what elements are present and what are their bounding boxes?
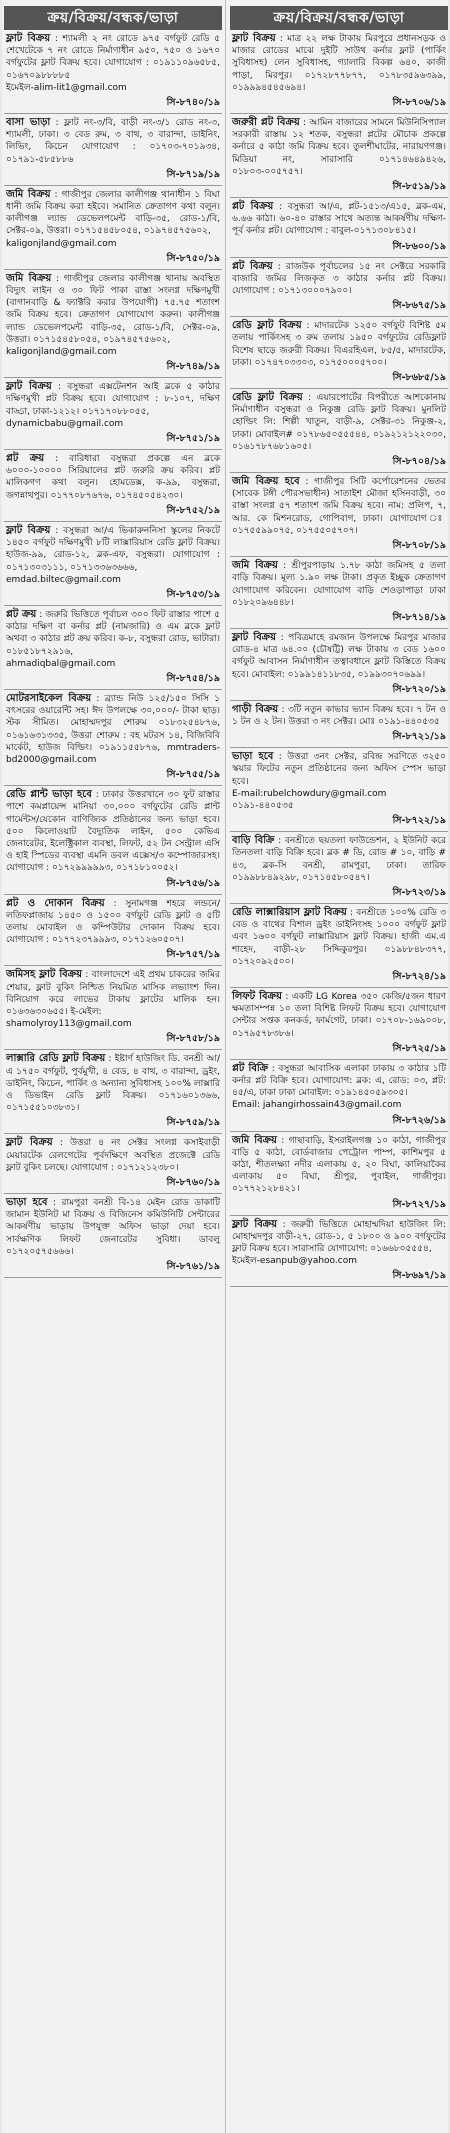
ad-reference-code: সি-৮৭৫১/১৯: [4, 430, 222, 450]
ad-text: [4, 270, 222, 358]
ad-heading: মোটরসাইকেল বিক্রয়: [6, 692, 92, 704]
ad-text: [230, 30, 448, 94]
ad-text: [230, 832, 448, 884]
ad-reference-code: সি-৮৭৫২/১৯: [4, 502, 222, 522]
ad-heading: প্লট ক্রয়: [6, 453, 45, 465]
ad-body: : গাজীপুর জেলার কালীগঞ্জ থানাধীন ১ বিঘা ধানী জমি বিক্রয় করা হইবে। সমানিত ক্রেতাগণ কথা বলুন। কালীগঞ্জ ল্যান্ড ডেভেলপমেন্ট বাড়ি-৩৫, রোড-১/বি, সেক্টর-০৯, উত্তরা। ০১৭১৫৪৫৮০৫৪, ০১৯৭৪৫৭৫৬০২,: [6, 189, 220, 237]
classified-ad: [4, 1050, 222, 1134]
ad-reference-code: সি-৮৭২৩/১৯: [230, 884, 448, 904]
ad-heading: রেডি ফ্লাট বিক্রয়: [232, 320, 302, 332]
ad-body: : পবিত্রমাহে রমজান উপলক্ষে মিরপুর মাজার রোড-৪ মাত্র ৬৪.০০ (চৌষট্টি) লক্ষ টাকায় ৩ বেড ১৬০০ বর্গফুট আবাসন নির্মাণাধীন তত্বাবধানে ফ্লাট কিস্তিতে বিক্রয় হবে। মোবাইল: ০১৯৯১৪১১৮৩৫, ০১৯৯৩০৭০৬৯৯।: [232, 632, 446, 680]
ad-text: [4, 1194, 222, 1258]
classifieds-page: [2, 0, 448, 2133]
ad-reference-code: সি-৮৭২২/১৯: [230, 812, 448, 832]
ad-text: [4, 1134, 222, 1174]
ad-reference-code: সি-৮৭২৭/১৯: [230, 1196, 448, 1216]
classified-ad: [230, 258, 448, 318]
ad-heading: ফ্লাট বিক্রয়: [232, 1218, 278, 1230]
ad-body: : এয়ারপোর্টের বিপরীতে আশকোনায় নির্মাণাধীন বসুন্ধরা ও নিকুঞ্জ রেডি ফ্লাট বিক্রয়। মুনলিট হোল্ডিং লি: শিল্পী খাতুন, বাড়ী-৯, সেক্টর-৩১ নিকুঞ্জ-২, ঢাকা। মোবাইল# ০১৭৮৬৫০৫৫৫৪৪, ০১৯২১২১২২০৩০, ০১৬১৭৮৭৬৮১৬০৫।: [232, 393, 446, 452]
ad-heading: জমি বিক্রয়: [6, 188, 51, 200]
left-column: [4, 0, 222, 1278]
classified-ad: [230, 832, 448, 904]
ad-reference-code: সি-৮৭৪৯/১৯: [4, 358, 222, 378]
ad-reference-code: সি-৮৭২১/১৯: [230, 728, 448, 748]
ad-heading: ফ্লাট বিক্রয়: [232, 33, 276, 44]
classified-ad: [230, 114, 448, 198]
ad-text: [4, 114, 222, 166]
ad-body: : বনশ্রীতে ১০০% রেডি ৩ বেড ও বাথের বিশাল ড্রইং ডাইনিংসহ ১০০০ বর্গফুট ফ্লাট এবং ১৬০০ বর্গফুট লাক্সারিয়াস ফ্লাট বিক্রয়। হাজী এম.এ শাহেদ, বাড়ী-২৮ সিদ্দিকুরপুর। ০১৯৮৮৪৮৩৭৭, ০১৭২০৯২৫০০।: [232, 907, 446, 967]
ad-reference-code: সি-৮৭৪০/১৯: [4, 94, 222, 114]
right-column: [230, 0, 448, 1287]
ad-body: : গাজীপুর জেলার কালীগঞ্জ থানায় অবস্থিত বিদ্যুৎ লাইন ও ৩০ ফিট পাকা রাস্তা সংলগ্ন দক্ষিণমুখী (বাগানবাড়ি & ফ্যাক্টরি করার উপযোগী) ৭৫.৭৫ শতাংশ জমি বিক্রয় হবে। ক্রেতাগণ যোগাযোগ করুন। কালীগঞ্জ ল্যান্ড ডেভেলপমেন্ট বাড়ি-৩৫, রোড-১/বি, সেক্টর-০৯, উত্তরা। ০১৭১৫৪৫৮০৫৪, ০১৯৭৪৫৭৫৬০২,: [6, 273, 220, 345]
classified-ad: [4, 1194, 222, 1278]
ad-heading: লিফট বিক্রয়: [232, 990, 282, 1002]
ad-body: : সুনামগঞ্জ শহরে লন্ডনে/লতিফপ্লাজায় ১৪৫০ ও ১৫০০ বর্গফুট রেডি ফ্লাট ও ৫টি তলায় মোবাইল ও কম্পিউটার দোকান বিক্রয় হবে। যোগাযোগ : ০১৭৭২৩৭৯৯৯৩, ০১৭১২৬০৫০৭।: [6, 898, 220, 946]
ad-reference-code: সি-৮৭৫৭/১৯: [4, 946, 222, 966]
ad-email[interactable]: E-mail:rubelchowdury@gmail.com ০১৯১-৪৪০৫৩৫: [232, 788, 387, 811]
classified-ad: [4, 966, 222, 1050]
ad-body: : শ্যামলী ২ নং রোডে ৯৭৫ বর্গফুট রেডি ৫ শেখেটেকে ৭ নং রোডে নির্মাণাধীন ৯৫০, ৭৫০ ও ১৬৭০ বর্গফুটের ফ্লাট বিক্রয় হবে। যোগাযোগ : ০১৯১১০৯৬৫৮৫, ০১৬৭০৯৮৮৮৮৫: [6, 34, 220, 81]
ad-reference-code: সি-৮৫১৯/১৯: [230, 178, 448, 198]
ad-text: [230, 748, 448, 812]
left-ads-list: [4, 30, 222, 1278]
ad-heading: প্লট বিক্রয়: [232, 201, 274, 213]
right-ads-list: [230, 30, 448, 1287]
ad-email[interactable]: emdad.biltec@gmail.com: [6, 574, 121, 585]
ad-body: : উত্তরা ৩নং সেক্টর, রবিন্দ্র সরণিতে ৩২৫০ স্কয়ার ফিটের নতুন প্রতিষ্ঠানের জন্য অফিস স্পেস ভাড়া হবে।: [232, 752, 446, 787]
ad-body: : বসুন্ধরা আ/এ ভিকারুননিসা স্কুলের নিকটে ১৪৫০ বর্গফুট দক্ষিণমুখী ৮টি লাক্সারিয়াস রেডি ফ্লাট বিক্রয়। হাউজ-৯৯, রোড-১২, ব্লক-এফ, বসুন্ধরা। যোগাযোগ : ০১৭১৩০৩১১১, ০১৭১৩৩৬৩৬৬৬,: [6, 525, 220, 573]
ad-text: [230, 1132, 448, 1196]
ad-heading: জমিসহ ফ্লাট বিক্রয়: [6, 969, 82, 981]
ad-reference-code: সি-৮৭২৬/১৯: [230, 1112, 448, 1132]
ad-email[interactable]: ইমেইল-alim-lit1@gmail.com: [6, 82, 127, 93]
ad-email[interactable]: shamolyroy113@gmail.com: [6, 1019, 132, 1030]
classified-ad: [4, 30, 222, 114]
ad-reference-code: সি-৮৭৫৬/১৯: [4, 875, 222, 895]
ad-body: : শ্রীপুরপাড়ায় ১.৭৮ কাঠা জমিসহ ৫ তলা বাড়ি বিক্রয়। মূল্য ১.৯০ লক্ষ টাকা। প্রকৃত ইচ্ছুক ক্রেতাগণ যোগাযোগ করিবেন। যোগাযোগ বাড়ি শেওড়াপাড়া ঢাকা ০১৮২০৯৬৪৪৮।: [232, 561, 446, 608]
ad-text: [230, 473, 448, 537]
ad-heading: গাড়ী বিক্রয়: [232, 703, 279, 715]
ad-text: [4, 966, 222, 1030]
ad-body: : মাদারটেক ১২৫০ বর্গফুট বিশিষ্ট ৫ম তলায় পার্কিংসহ ৩ রুম তলায় ১৯৫০ বর্গফুটের রেডিফ্লাট বিশেষ ছাড়ে জরুরী বিক্রয়। বিএরহিএল, ৮৫/৫, মাদারটেক, ঢাকা। ০১৭৪৭০৩৩০৩, ০১৭৫০০০৫৭০০।: [232, 321, 446, 368]
ad-text: [4, 450, 222, 502]
classified-ad: [4, 606, 222, 690]
ad-text: [230, 389, 448, 453]
ad-reference-code: সি-৮৬০০/১৯: [230, 238, 448, 258]
ad-heading: ফ্লাট বিক্রয়: [6, 524, 51, 536]
ad-email[interactable]: kaligonjland@gmail.com: [6, 347, 117, 358]
ad-reference-code: সি-৮৭২৫/১৯: [230, 1040, 448, 1060]
ad-reference-code: সি-৮৭১৪/১৯: [230, 609, 448, 629]
ad-heading: বাড়ি বিক্রি: [232, 835, 275, 847]
ad-heading: লাক্সারি রেডি ফ্লাট বিক্রয়: [6, 1053, 106, 1065]
ad-text: [4, 522, 222, 586]
ad-text: [230, 114, 448, 178]
ad-reference-code: সি-৮৬৮৫/১৯: [230, 369, 448, 389]
ad-heading: প্লট ক্রয়: [6, 608, 37, 620]
ad-reference-code: সি-৮৭৫০/১৯: [4, 250, 222, 270]
ad-heading: রেডি ফ্লাট বিক্রয়: [232, 392, 303, 404]
ad-body: : জরুরি ভিত্তিতে পূর্বাচল ৩০০ ফিট রাস্তার পাশে ৫ কাঠার দক্ষিণ বা কর্নার প্লট (নামজারি) ও এম ব্লকে ফ্লাট অথবা ৩ কাঠার প্লট ক্রয় করিব। ক-৮, বসুন্ধরা রোড, ভাটারা। ০১৮৫১৮৭২৯১৬,: [6, 609, 220, 657]
classified-ad: [4, 522, 222, 606]
ad-text: [230, 317, 448, 369]
ad-body: : ফ্লাট নং-৩/বি, বাড়ী নং-৩/১ রোড নং-৩, শ্যামলী, ঢাকা। ৩ বেড রুম, ৩ বাথ, ৩ বারান্দা, ডাইনিং, লিভিং, কিচেন যোগাযোগ : ০১৭০৩-৭০১৯৩৪, ০১৭৯১-৫৮৫৮৮৬: [6, 118, 220, 165]
ad-body: : ৩টি নতুন কাভার ভ্যান বিক্রয় হবে। ৭ টন ও ১ টন ও ২ টন। উত্তরা ৩ নং সেক্টর। মোঃ ০১৯১-৪৪০৫৩৫: [232, 704, 446, 727]
classified-ad: [230, 198, 448, 258]
ad-body: : গাছাবাড়ি, ইসরাইলগঞ্জ ১০ কাঠা, গাজীপুর বাড়ি ৫ কাঠা, বোর্ডবাজার পেট্রোল পাম্প, কাশিমপুর ৫ কাঠা, শীতলক্ষ্যা নদীর এলাকায় ৫, ২০ বিঘা, কালিয়াকৈর এলাকায় ৫০ বিঘা, শ্রীপুর, পুবাইল, গাজীপুর। ০১৭৭২১২৮৪২১।: [232, 1135, 446, 1195]
classified-ad: [230, 629, 448, 701]
ad-text: [230, 904, 448, 968]
ad-body: : একটি LG Korea ৩৫০ কেজি/৫জন ধারণ ক্ষমতাসম্পন্ন ১০ তলা বিশিষ্ট লিফট বিক্রয় হবে। যোগাযোগ সেন্টার সপ্তক কনকর্ড, ফার্মগেট, ঢাকা। ০১৭০৮-১৬৯০০৮, ০১৭৯৫৭৮৩৮৬।: [232, 991, 446, 1039]
ad-body: : উত্তরা ৪ নং সেক্টর সংলগ্ন কসাইবাড়ী মেয়ারটেক রেলগেটের পূর্বদক্ষিণে অবস্থিত প্রজেক্টে রেডি ফ্লাট বুকিং চলছে। যোগাযোগ : ০১৭১২১২৩৮০।: [6, 1138, 220, 1173]
ad-body: : বারিধারা বসুন্ধরা প্রকল্পে এন ব্লকে ৬০০০-১০০০০ সিরিয়ালের প্লট জরুরি ক্রয় করিব। প্লট মালিকগণ কথা বলুন। হোমডেক্স, ক-৯৯, বসুন্ধরা, জগন্নাথপুর। ০১৭৭০৮৭৬৭৬, ০১৭৪৫০৫৪২৩০।: [6, 454, 220, 501]
ad-reference-code: সি-৮৭৫৩/১৯: [4, 586, 222, 606]
ad-body: : বনশ্রীতে ছয়তলা ফাউন্ডেশন, ২ ইউনিট করে তিনতলা বাড়ি বিক্রি হবে। ব্লক # ডি, রোড # ১০, বাড়ি # ৪৩, ব্লক-সি বনশ্রী, রামপুরা, ঢাকা। তারিফ ০১৯৯৮৮৪৯২৯৮, ০১৭১৪৫৮০৫৪৭।: [232, 836, 446, 883]
classified-ad: [4, 270, 222, 378]
column-divider: [225, 0, 226, 2133]
classified-ad: [230, 473, 448, 557]
ad-text: [230, 629, 448, 681]
ad-body: : গাজীপুর সিটি কর্পোরেশনের ভেতর (সাবেক টঙ্গী পৌরসভাধীন) সাতাইশ মৌজা হসিনবাড়ী, ৩০ রাস্তা সংলগ্ন ৫৭ শতাংশ জমি বিক্রয় হবে। নাম: প্রলিপ, ৭, আর. কে মিশনরোড, গোপিবাগ, ঢাকা। যোগাযোগ ঃ ০১৭৫৫৯৯০৭৫, ০১৭৫৫০৫৭০৭।: [232, 477, 446, 536]
ad-body: : আমিন বাজারের সামনে মিউনিসিপ্যাল সরকারী রাস্তায় ১২ শতক, বসুন্ধরা প্লটের মৌচাক প্রকল্পে কর্নারে ৫ কাঠা জমি বিক্রয় হবে। তুলশীঘাটের, নারায়ণগঞ্জ। মিডিয়া নং, সারাসারি ০১৭১৪৬৪৯৪২৬, ০১৮০৩-০০৫৭৫৭।: [232, 118, 446, 177]
ad-text: [4, 378, 222, 430]
classified-ad: [4, 378, 222, 450]
ad-heading: জমি বিক্রয় হবে: [232, 476, 300, 488]
ad-heading: প্লট ও দোকান বিক্রয়: [6, 897, 105, 909]
ad-reference-code: সি-৮৭৬০/১৯: [4, 1174, 222, 1194]
ad-reference-code: সি-৮৭৫৫/১৯: [4, 766, 222, 786]
ad-text: [230, 1216, 448, 1268]
ad-heading: রেডি প্লান্ট ভাড়া হবে: [6, 789, 92, 801]
ad-body: : ইষ্টার্ণ হাউজিং ডি. বনশ্রী আ/এ ১৭৫০ বর্গফুট, পুর্বমুখী, ৪ বেড, ৪ বাথ, ৩ বারান্দা, ড্রইং, ডাইনিং, কিচেন, পার্কিং ও অন্যান্য সুবিধাসহ ১০০% লাক্সারি ও ডিভাইন রেডি ফ্লাট বিক্রয়। ০১৭১৬০১৩৬৬, ০১৭১৫৫১০৩৮৩১।: [6, 1054, 221, 1114]
classified-ad: [230, 748, 448, 832]
ad-reference-code: সি-৮৬৯৭/১৯: [230, 1267, 448, 1287]
ad-heading: জমি বিক্রয়: [6, 272, 52, 284]
ad-heading: বাসা ভাড়া: [6, 117, 51, 129]
ad-heading: ফ্লাট বিক্রয়: [232, 631, 277, 643]
ad-body: : ব্র্যান্ড নিউ ১২৫/১৫০ সিসি ১ বৎসরের ওয়ারেন্টি সহ। ঈদ উপলক্ষে ৩০,০০০/- টাকা ছাড়। স্টক সীমিত। মোহাম্মদপুর শোরুম ০১৮৩২৫৪৮৭৬, ০১৬১৬৩১৩৩৫, উত্তরা শোরুম : বহ মটরস ১৪, বিজিবিবি মার্কেট, হাউজ বিল্ডিং। ০১৯১১৫৫৮৭৬, mmtraders-bd2000@gmail.com: [6, 693, 220, 765]
classified-ad: [4, 114, 222, 186]
ad-body: : বসুন্ধরা এক্সটেনশন আই ব্লকে ৫ কাঠার দক্ষিণমুখী প্লট বিক্রয় হবে। যোগাযোগ : ৮-১০৭, দক্ষিণ বাড্ডা, ঢাকা-১২১২। ০১৭১৭০৮৮০৫৫,: [6, 382, 220, 417]
ad-reference-code: সি-৮৭১৯/১৯: [4, 166, 222, 186]
ad-email[interactable]: ইমেইল-esanpub@yahoo.com: [232, 1256, 357, 1267]
ad-reference-code: সি-৮৭০৮/১৯: [230, 537, 448, 557]
ad-email[interactable]: Email: jahangirhossain43@gmail.com: [232, 1100, 402, 1111]
ad-body: : রাজউক পূর্বাচলের ১৫ নং সেক্টরে সরকারি বাজারি জমির লিজকৃত ৩ কাঠার কর্নার প্লট বিক্রয়। যোগাযোগ : ০১৭১৩০০০৭৯০০।: [232, 261, 446, 297]
ad-reference-code: সি-৮৭৫৪/১৯: [4, 670, 222, 690]
ad-body: : জরুরী ভিত্তিতে মোহাম্মদিয়া হাউজিং লি: মোহাম্মদপুর বাড়ী-২৭, রোড-১, ৫ ১৮০০ ও ৯০০ বর্গফুটের ফ্লাট বিক্রয় হবে। সারাসারি যোগাযোগ: ০১৬৬৮০৫৫৫৪,: [232, 1219, 446, 1255]
classified-ad: [230, 30, 448, 114]
ad-body: : বসুন্ধরা আ/এ, প্লট-১৫১৩/এ১৫, ব্লক-এম, ৬.৬৬ কাঠা। ৬০-৪০ রাস্তার সাথে অত্যন্ত আকর্ষণীয় দক্ষিণ-পূর্ব কর্নার প্লট। যোগাযোগ : বাবুল-০১৭১৩০৮৪১৫।: [232, 202, 447, 237]
ad-text: [230, 557, 448, 609]
ad-body: : বাংলাদেশে এই প্রথম চাকরের জমির শেয়ার, ফ্লাট বুকিং নিশ্চিত নিয়মিত মাসিক লভ্যাংশ দিন। বিনিয়োগ করে লাভের টাকায় ফ্লাটের মালিক হন। ০১৬৩৬৩০৬৫৫। ই-মেইল:: [6, 970, 220, 1017]
ad-reference-code: সি-৮৭০৪/১৯: [230, 453, 448, 473]
ad-reference-code: সি-৮৭২০/১৯: [230, 681, 448, 701]
classified-ad: [230, 389, 448, 473]
ad-heading: ফ্লাট বিক্রয়: [6, 381, 52, 393]
classified-ad: [4, 895, 222, 967]
ad-reference-code: সি-৮৭৫৮/১৯: [4, 1030, 222, 1050]
classified-ad: [230, 317, 448, 389]
ad-email[interactable]: dynamicbabu@gmail.com: [6, 418, 124, 429]
ad-text: [4, 30, 222, 94]
ad-text: [230, 701, 448, 728]
ad-text: [230, 258, 448, 298]
ad-text: [4, 690, 222, 766]
ad-text: [4, 786, 222, 874]
ad-reference-code: সি-৮৭৫৯/১৯: [4, 1114, 222, 1134]
left-column-heading: ক্রয়/বিক্রয়/বন্ধক/ভাড়া: [4, 6, 222, 30]
ad-reference-code: সি-৮৭০৬/১৯: [230, 94, 448, 114]
classified-ad: [230, 1216, 448, 1288]
ad-heading: জমি বিক্রয়: [232, 560, 278, 572]
classified-ad: [4, 1134, 222, 1194]
ad-email[interactable]: ahmadiqbal@gmail.com: [6, 658, 116, 669]
ad-heading: প্লট বিক্রি: [232, 1062, 269, 1074]
ad-text: [4, 186, 222, 250]
ad-heading: জরুরী প্লট বিক্রয়: [232, 117, 300, 129]
ad-reference-code: সি-৮৭২৪/১৯: [230, 968, 448, 988]
ad-reference-code: সি-৮৬৭৫/১৯: [230, 297, 448, 317]
ad-heading: ভাড়া হবে: [6, 1197, 48, 1209]
ad-text: [4, 606, 222, 670]
ad-heading: ফ্লাট বিক্রয়: [6, 1137, 53, 1149]
ad-text: [4, 1050, 222, 1114]
right-column-heading: ক্রয়/বিক্রয়/বন্ধক/ভাড়া: [230, 6, 448, 30]
classified-ad: [4, 786, 222, 894]
classified-ad: [230, 557, 448, 629]
ad-text: [230, 1060, 448, 1112]
classified-ad: [230, 1060, 448, 1132]
ad-body: : ঢাকার উত্তরখানে ৩০ ফুট রাস্তার পাশে কমপ্লায়েন্স মানিয়া ৩০,০০০ বর্গফুটের রেডি প্লান্ট গার্মেন্টস/যেকোন বাণিজ্যিক প্রতিষ্ঠানের জন্য ভাড়া হবে। ৫০০ কিলোওয়াট বৈদ্যুতিক লাইন, ৫০০ কেভিএ জেনারেটর, ইলেক্ট্রিকাল ব্যবস্থা, লিফট, ৫২ টন সেন্ট্রাল এসি ও হাই স্পিডের ব্যবস্থা এমনি ডবল এক্সেস/৩ কম্পোজারসহ। যোগাযোগ : ০১৭২৯৯৯৯৯৩, ০১৭১৮১০০৫২।: [6, 790, 221, 874]
ad-heading: রেডি লাক্সারিয়াস ফ্লাট বিক্রয়: [232, 906, 347, 918]
classified-ad: [4, 690, 222, 786]
classified-ad: [4, 450, 222, 522]
ad-body: : বসুন্ধরা আবাসিক এলাকা ঢাকায় ৩ কাঠার ১টি কর্নার প্লট বিক্রি হবে। যোগাযোগ: ব্লক: এ, রোড: ০৩, প্লট: ৪৫/এ, ঢাকা ঢাকা মোবাইল: ০১৯১৪৫০৫৯৩০৫।: [232, 1063, 447, 1099]
classified-ad: [230, 701, 448, 748]
ad-email[interactable]: kaligonjland@gmail.com: [6, 238, 117, 249]
classified-ad: [230, 988, 448, 1060]
ad-body: : মাত্র ২২ লক্ষ টাকায় মিরপুরে প্রধানসড়ক ও মাজার রোডের মাঝে দুইটি সাউথ কর্নার ফ্লাট (পার্কিং সুবিধাসহ) লেন সুবিধাসহ, গ্যালারি বিকল্প ৬৪০, কাজী পাড়া, মিরপুর। ০১৭২৮৭৭৮৭৭, ০১৭৮৩৫৯৬৩৯৯, ০১৯৯৯৪৫৪৫৬৯৪।: [232, 34, 446, 93]
ad-reference-code: সি-৮৭৬১/১৯: [4, 1258, 222, 1278]
ad-heading: জমি বিক্রয়: [232, 1134, 277, 1146]
ad-heading: ফ্লাট বিক্রয়: [6, 33, 51, 44]
classified-ad: [230, 1132, 448, 1216]
ad-body: : রামপুরা বনশ্রী বি-১৪ মেইন রোড ডাকাটি জামান ইউনিট মা বিক্রয় ও বিজিনেস কমিউনিটি সেন্টারের আকর্ষণীয় ভাড়ায় উপযুক্ত অফিস ভাড়া দেয়া হবে। সার্বক্ষণিক লিফট জেনারেটর সুবিধা। ডাবলু ০১৭২০৫৭৫৬৬৬।: [6, 1198, 220, 1257]
classified-ad: [4, 186, 222, 270]
classified-ad: [230, 904, 448, 988]
ad-text: [230, 988, 448, 1040]
ad-heading: ভাড়া হবে: [232, 751, 274, 763]
ad-heading: প্লট বিক্রয়: [232, 260, 273, 272]
ad-text: [4, 895, 222, 947]
ad-text: [230, 198, 448, 238]
